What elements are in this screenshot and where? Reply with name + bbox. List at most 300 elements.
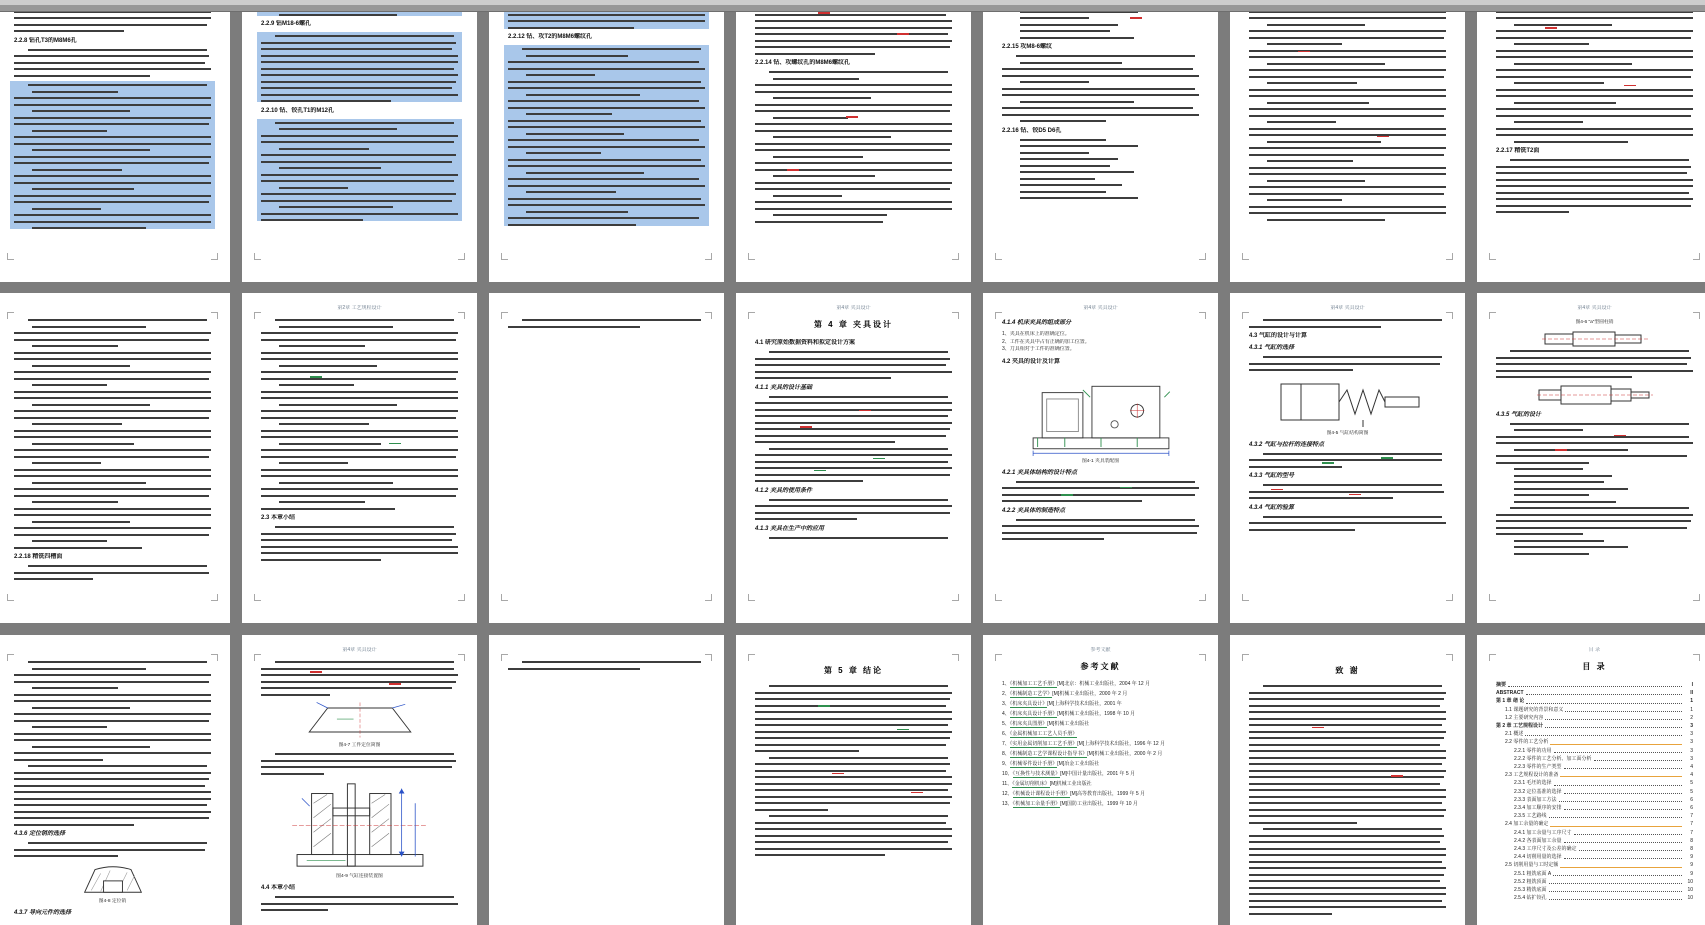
page-6[interactable]: [1230, 0, 1465, 282]
page-7[interactable]: [1477, 0, 1705, 282]
red-proofing-mark-icon: [1555, 449, 1567, 451]
text-line: [261, 81, 456, 83]
margin-corner-mark: [458, 594, 465, 601]
toc-entry[interactable]: [1496, 886, 1693, 894]
margin-corner-mark: [211, 312, 218, 319]
page-21[interactable]: [1477, 635, 1705, 925]
text-line: [1496, 357, 1691, 359]
text-line: [1267, 121, 1336, 123]
text-line: [755, 441, 895, 443]
text-line: [32, 501, 119, 503]
text-line: [261, 391, 458, 393]
text-line: [14, 117, 211, 119]
text-line: [773, 175, 875, 177]
figure-drawing-section[interactable]: [261, 779, 458, 871]
text-line: [32, 668, 146, 670]
text-line: [14, 817, 209, 819]
running-header: 参考文献: [1090, 647, 1111, 653]
toc-entry-label: 2.4 加工余量的确定: [1505, 821, 1549, 828]
text-line: [279, 326, 393, 328]
toc-entry[interactable]: [1496, 681, 1693, 689]
text-lines: [1496, 159, 1693, 213]
text-line: [14, 104, 211, 106]
toc-entry-label: 2.4.4 切削用量的选择: [1514, 854, 1562, 861]
text-line: [1249, 835, 1444, 837]
page-1[interactable]: [0, 0, 230, 282]
text-line: [32, 110, 131, 112]
margin-corner-mark: [254, 253, 261, 260]
red-proofing-mark-icon: [832, 773, 844, 775]
red-proofing-mark-icon: [787, 169, 799, 171]
text-line: [526, 55, 628, 57]
red-proofing-mark-icon: [1391, 775, 1403, 777]
toc-entry[interactable]: [1496, 845, 1693, 853]
text-line: [32, 345, 119, 347]
text-line: [1514, 494, 1589, 496]
page-14[interactable]: [1477, 293, 1705, 623]
text-line: [14, 68, 211, 70]
section-heading: 2.2.14 钻、攻螺纹孔的M8M6螺纹孔: [755, 60, 851, 66]
text-line: [769, 396, 948, 398]
toc-entry[interactable]: [1496, 878, 1693, 886]
toc-entry[interactable]: [1496, 796, 1693, 804]
text-line: [14, 772, 211, 774]
text-line: [32, 384, 107, 386]
section-heading: 4.3 气缸的设计与计算: [1249, 333, 1308, 339]
text-line: [508, 139, 699, 141]
text-lines: [14, 661, 211, 761]
margin-corner-mark: [705, 312, 712, 319]
page-2[interactable]: [242, 0, 477, 282]
text-line: [1249, 867, 1446, 869]
toc-entry[interactable]: [1496, 730, 1693, 738]
text-line: [1514, 43, 1589, 45]
toc-page-number: 9: [1690, 862, 1693, 869]
text-line: [14, 55, 209, 57]
text-line: [773, 156, 864, 158]
toc-entry-label: ABSTRACT: [1496, 690, 1524, 697]
figure-drawing-pins[interactable]: [1496, 330, 1693, 348]
text-line: [1496, 436, 1689, 438]
toc-page-number: 1: [1690, 706, 1693, 713]
grammar-underline-mark-icon: 《机械加工余量手册》: [1012, 801, 1061, 807]
chapter-heading: 致 谢: [1335, 666, 1360, 675]
toc-entry-label: 2.1 概述: [1505, 731, 1524, 738]
text-line: [1249, 815, 1444, 817]
text-lines: [755, 351, 952, 379]
text-line: [14, 469, 211, 471]
text-line: [14, 804, 207, 806]
text-line: [1267, 43, 1342, 45]
text-line: [773, 78, 860, 80]
text-line: [755, 130, 952, 132]
text-lines: [1249, 453, 1446, 468]
text-line: [279, 148, 370, 150]
toc-entry-label: 2.2.1 零件的功用: [1514, 747, 1552, 754]
reference-item: 7、《实用金属切削加工工艺手册》[M]上海科学技术出版社，1996 年 12 月: [1002, 741, 1166, 747]
margin-corner-mark: [1199, 253, 1206, 260]
text-line: [526, 133, 625, 135]
text-line: [32, 130, 107, 132]
text-line: [1249, 854, 1446, 856]
text-lines: [1249, 484, 1446, 499]
toc-entry[interactable]: [1496, 747, 1693, 755]
toc-entry[interactable]: [1496, 697, 1693, 705]
toc-entry-label: 2.2.3 零件的生产类型: [1514, 764, 1562, 771]
text-line: [14, 371, 211, 373]
toc-entry[interactable]: [1496, 722, 1693, 730]
text-line: [1496, 134, 1693, 136]
reference-item: 13、《机械加工余量手册》[M]国防工业出版社，1999 年 10 月: [1002, 801, 1138, 807]
text-line: [261, 475, 458, 477]
text-line: [275, 35, 454, 37]
page-20[interactable]: [1230, 635, 1465, 925]
text-line: [755, 27, 952, 29]
text-line: [14, 143, 211, 145]
toc-entry-label: 摘要: [1496, 682, 1507, 688]
text-line: [261, 488, 458, 490]
text-line: [14, 201, 209, 203]
text-line: [14, 739, 211, 741]
margin-corner-mark: [501, 654, 508, 661]
margin-corner-mark: [1446, 312, 1453, 319]
text-line: [261, 154, 456, 156]
text-line: [14, 720, 209, 722]
margin-corner-mark: [254, 654, 261, 661]
text-line: [28, 661, 207, 663]
text-line: [261, 55, 458, 57]
text-line: [1249, 128, 1446, 130]
margin-corner-mark: [748, 654, 755, 661]
text-line: [755, 435, 946, 437]
text-line: [755, 750, 859, 752]
text-line: [755, 221, 883, 223]
margin-corner-mark: [211, 594, 218, 601]
toc-entry[interactable]: [1496, 894, 1693, 902]
toc-entry[interactable]: [1496, 829, 1693, 837]
text-line: [261, 378, 456, 380]
text-line: [261, 495, 456, 497]
text-lines: [1249, 516, 1446, 531]
text-line: [755, 53, 875, 55]
toc-entry[interactable]: [1496, 861, 1693, 869]
text-line: [14, 123, 209, 125]
text-line: [1249, 718, 1446, 720]
toc-entry[interactable]: [1496, 779, 1693, 787]
red-proofing-mark-icon: [846, 116, 858, 118]
text-line: [755, 149, 950, 151]
toc-entry-label: 第 2 章 工艺规程设计: [1496, 723, 1543, 730]
text-line: [1496, 370, 1693, 372]
text-line: [1514, 481, 1605, 483]
text-line: [1267, 82, 1358, 84]
text-line: [14, 410, 211, 412]
text-line: [1496, 69, 1693, 71]
grammar-underline-mark-icon: 《金属切削机床》: [1012, 781, 1050, 787]
text-line: [1020, 191, 1107, 193]
text-line: [526, 152, 601, 154]
text-line: [279, 384, 354, 386]
toc-entry[interactable]: [1496, 771, 1693, 779]
text-lines: [1496, 423, 1693, 464]
text-line: [261, 909, 328, 911]
text-line: [32, 746, 150, 748]
text-line: [1249, 893, 1446, 895]
text-line: [261, 539, 452, 541]
text-line: [14, 759, 103, 761]
text-line: [261, 417, 456, 419]
text-line: [1249, 841, 1440, 843]
text-line: [1514, 475, 1613, 477]
text-line: [1020, 184, 1122, 186]
text-line: [14, 397, 211, 399]
page-17[interactable]: [489, 635, 724, 925]
text-lines: [755, 499, 952, 521]
text-lines: [1249, 319, 1446, 328]
text-line: [14, 798, 211, 800]
page-8[interactable]: [0, 293, 230, 623]
figure-caption: 图4-1 夹具装配图: [1081, 458, 1120, 464]
text-line: [1514, 468, 1583, 470]
text-line: [769, 351, 948, 353]
text-line: [1020, 24, 1119, 26]
page-5[interactable]: [983, 0, 1218, 282]
toc-entry[interactable]: [1496, 870, 1693, 878]
text-line: [773, 136, 891, 138]
text-line: [1249, 108, 1446, 110]
toc-page-number: 3: [1690, 755, 1693, 762]
text-line: [769, 71, 948, 73]
toc-entry[interactable]: [1496, 755, 1693, 763]
section-heading: 4.3.3 气缸的型号: [1249, 473, 1295, 479]
text-line: [755, 698, 950, 700]
text-line: [755, 841, 948, 843]
page-18[interactable]: [736, 635, 971, 925]
text-line: [755, 724, 948, 726]
grammar-underline-mark-icon: 《机械设计课程设计手册》: [1012, 791, 1071, 797]
text-line: [261, 200, 452, 202]
text-line: [773, 214, 887, 216]
text-line: [1263, 484, 1442, 486]
text-line: [755, 371, 952, 373]
figure-caption: 图4-7 工件定位简图: [338, 743, 381, 748]
toc-entry[interactable]: [1496, 738, 1693, 746]
text-line: [261, 397, 458, 399]
margin-corner-mark: [458, 654, 465, 661]
text-line: [261, 559, 381, 561]
text-line: [755, 518, 857, 520]
section-heading: 4.1 研究原始数据资料和拟定设计方案: [755, 340, 856, 346]
text-line: [1249, 363, 1440, 365]
text-line: [508, 326, 640, 328]
text-line: [755, 169, 952, 171]
text-line: [14, 674, 211, 676]
text-line: [755, 461, 948, 463]
text-line: [279, 482, 393, 484]
toc-dot-leader: [1549, 891, 1682, 892]
text-lines: [755, 396, 952, 444]
numbered-item: 1、夹具在机床上的准确定位。: [1002, 331, 1070, 337]
text-line: [1496, 30, 1693, 32]
text-line: [14, 156, 211, 158]
margin-corner-mark: [458, 253, 465, 260]
toc-entry[interactable]: [1496, 812, 1693, 820]
page-10[interactable]: [489, 293, 724, 623]
toc-orange-rule: [1550, 826, 1682, 827]
page-16[interactable]: [242, 635, 477, 925]
text-line: [755, 848, 952, 850]
text-lines: [14, 765, 211, 826]
text-line: [1510, 507, 1689, 509]
text-line: [1249, 861, 1442, 863]
text-line: [1249, 206, 1446, 208]
text-line: [1267, 219, 1385, 221]
text-line: [755, 402, 952, 404]
figure-drawing-dome[interactable]: [14, 862, 211, 896]
reference-item: 1、《机械加工工艺手册》[M]北京：机械工业出版社，2004 年 12 月: [1002, 681, 1151, 687]
text-line: [279, 345, 366, 347]
text-line: [755, 763, 950, 765]
reference-item: 2、《机械制造工艺学》[M]机械工业出版社，2000 年 2 月: [1002, 691, 1128, 697]
text-line: [275, 526, 454, 528]
toc-dot-leader: [1508, 686, 1682, 687]
text-line: [1263, 319, 1442, 321]
red-proofing-mark-icon: [1614, 435, 1626, 437]
toc-entry[interactable]: [1496, 763, 1693, 771]
page-12[interactable]: [983, 293, 1218, 623]
text-line: [1514, 540, 1605, 542]
text-line: [1249, 724, 1442, 726]
toc-page-number: 7: [1690, 821, 1693, 828]
text-lines: [1249, 0, 1446, 221]
toc-entry[interactable]: [1496, 837, 1693, 845]
text-line: [755, 467, 952, 469]
toc-entry[interactable]: [1496, 706, 1693, 714]
figure-drawing-pins2[interactable]: [1496, 383, 1693, 407]
margin-corner-mark: [501, 312, 508, 319]
text-line: [1496, 95, 1693, 97]
text-line: [14, 182, 211, 184]
text-line: [1249, 173, 1446, 175]
text-line: [755, 776, 952, 778]
toc-entry[interactable]: [1496, 853, 1693, 861]
section-heading: 4.2.1 夹具体结构的设计特点: [1002, 469, 1078, 476]
text-line: [261, 339, 456, 341]
text-line: [755, 854, 885, 856]
text-line: [1020, 165, 1111, 167]
text-line: [508, 165, 705, 167]
text-line: [32, 188, 134, 190]
page-9[interactable]: [242, 293, 477, 623]
margin-corner-mark: [7, 594, 14, 601]
toc-entry[interactable]: [1496, 689, 1693, 697]
text-line: [755, 770, 946, 772]
text-line: [32, 521, 131, 523]
reference-item: 8、《机械制造工艺学课程设计指导书》[M]机械工业出版社，2000 年 2 月: [1002, 751, 1163, 757]
text-line: [755, 46, 950, 48]
margin-corner-mark: [501, 594, 508, 601]
page-15[interactable]: [0, 635, 230, 925]
toc-entry[interactable]: [1496, 788, 1693, 796]
toc-page-number: 6: [1690, 805, 1693, 812]
text-line: [508, 120, 701, 122]
toc-entry-label: 1.2 主要研究内容: [1505, 714, 1544, 721]
text-line: [28, 765, 207, 767]
toc-entry[interactable]: [1496, 820, 1693, 828]
text-line: [1263, 685, 1442, 687]
text-line: [261, 141, 454, 143]
page-13[interactable]: [1230, 293, 1465, 623]
text-line: [1263, 356, 1442, 358]
text-lines: [1496, 468, 1693, 503]
page-19[interactable]: [983, 635, 1218, 925]
text-line: [1249, 50, 1446, 52]
page-11[interactable]: [736, 293, 971, 623]
margin-corner-mark: [952, 654, 959, 661]
green-proofing-mark-icon: [814, 470, 826, 472]
text-line: [1016, 519, 1195, 521]
text-lines: [1249, 356, 1446, 371]
section-heading: 4.1.4 机床夹具的组成部分: [1002, 320, 1072, 326]
selected-text-block: [10, 81, 215, 229]
figure-drawing-assembly[interactable]: [1002, 370, 1199, 456]
text-line: [1514, 63, 1632, 65]
text-line: [1249, 89, 1446, 91]
figure-drawing-cyl[interactable]: [1249, 376, 1446, 428]
margin-corner-mark: [1199, 312, 1206, 319]
text-line: [1249, 134, 1446, 136]
text-line: [1510, 350, 1689, 352]
text-line: [1249, 776, 1444, 778]
toc-dot-leader: [1564, 858, 1682, 859]
toc-page-number: 7: [1690, 813, 1693, 820]
text-line: [261, 674, 458, 676]
page-4[interactable]: [736, 0, 971, 282]
toc-entry[interactable]: [1496, 714, 1693, 722]
text-line: [508, 204, 705, 206]
text-lines: [1249, 828, 1446, 915]
toc-page-number: 3: [1690, 723, 1693, 730]
text-line: [769, 815, 948, 817]
text-line: [1249, 56, 1446, 58]
text-line: [14, 17, 211, 19]
text-line: [769, 499, 948, 501]
text-line: [755, 40, 952, 42]
text-line: [1249, 802, 1442, 804]
text-line: [14, 547, 142, 549]
text-line: [1514, 141, 1628, 143]
toc-dot-leader: [1554, 785, 1682, 786]
text-line: [1249, 459, 1442, 461]
text-line: [275, 753, 454, 755]
text-line: [1496, 455, 1687, 457]
toc-page-number: 4: [1690, 764, 1693, 771]
text-line: [1249, 848, 1446, 850]
margin-corner-mark: [952, 594, 959, 601]
text-line: [261, 903, 458, 905]
text-line: [755, 20, 952, 22]
text-line: [14, 195, 211, 197]
page-3[interactable]: [489, 0, 724, 282]
red-proofing-mark-icon: [818, 12, 830, 14]
toc-entry[interactable]: [1496, 804, 1693, 812]
toc-page-number: 8: [1690, 846, 1693, 853]
text-line: [1249, 809, 1446, 811]
toc-page-number: 9: [1690, 870, 1693, 877]
figure-drawing-trap[interactable]: [261, 700, 458, 740]
text-line: [1267, 199, 1342, 201]
text-line: [755, 718, 952, 720]
